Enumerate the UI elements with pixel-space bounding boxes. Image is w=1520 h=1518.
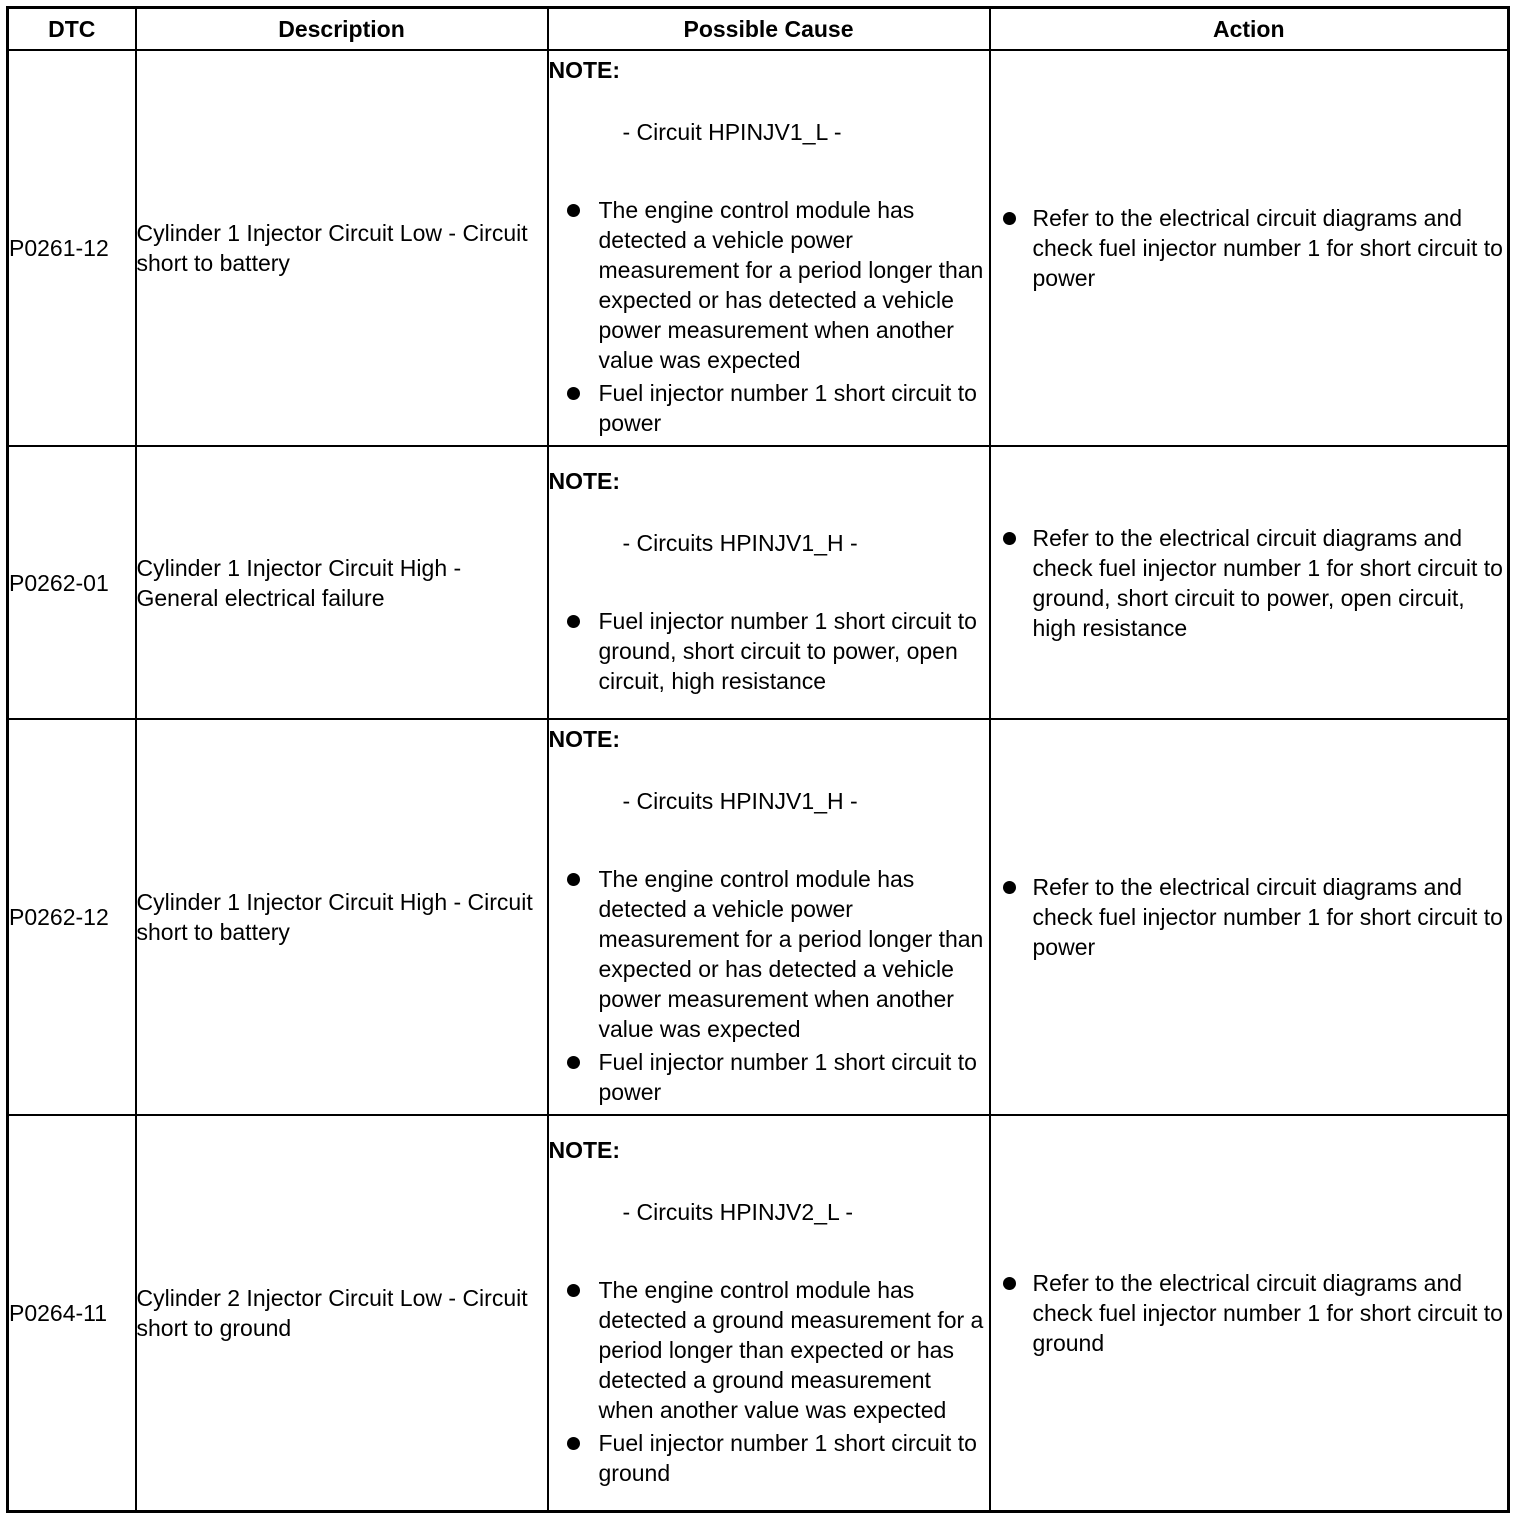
table-row [8,1115,1509,1511]
dtc-code: P0264-11 [8,1115,136,1511]
dtc-code: P0262-12 [8,719,136,1115]
table-row [8,50,1509,446]
bullet-icon [567,1056,580,1069]
cause-text: Fuel injector number 1 short circuit to power [598,1049,977,1105]
possible-cause-cell [548,1115,990,1511]
cause-item [549,1047,989,1107]
dtc-table [6,6,1510,1513]
cause-text: Fuel injector number 1 short circuit to ground, short circuit to power, open circuit, high resistance [598,608,977,694]
cause-text: Fuel injector number 1 short circuit to power [598,380,977,436]
cause-list [549,1275,989,1488]
cause-item [549,195,989,375]
dtc-description: Cylinder 1 Injector Circuit High - General electrical failure [136,446,548,719]
note-label: NOTE: [548,57,621,83]
dtc-code: P0261-12 [8,50,136,446]
possible-cause-cell [548,50,990,446]
action-text: Refer to the electrical circuit diagrams and check fuel injector number 1 for short circuit to ground [1032,1269,1503,1356]
cause-list [549,864,989,1107]
dtc-code: P0262-01 [8,446,136,719]
possible-cause-cell [548,719,990,1115]
bullet-icon [567,204,580,217]
cause-item [549,864,989,1044]
header-action: Action [990,8,1509,51]
table-row [8,719,1509,1115]
bullet-icon [567,1437,580,1450]
cause-item [549,606,989,696]
bullet-icon [567,615,580,628]
cause-item [549,378,989,438]
cause-item [549,1428,989,1488]
circuit-note: - Circuit HPINJV1_L - [622,119,842,145]
bullet-icon [1003,881,1016,894]
cause-text: The engine control module has detected a vehicle power measurement for a period longer than expected or has detected a vehicle power measurement when another value was expected [598,197,984,373]
table-row [8,446,1509,719]
action-item [991,1268,1508,1358]
action-item [991,523,1508,643]
bullet-icon [1003,532,1016,545]
header-description: Description [136,8,548,51]
action-cell [990,50,1509,446]
action-item [991,203,1508,293]
bullet-icon [567,387,580,400]
header-row [8,8,1509,51]
action-text: Refer to the electrical circuit diagrams and check fuel injector number 1 for short circuit to power [1032,874,1503,960]
bullet-icon [567,1284,580,1297]
bullet-icon [1003,1277,1016,1290]
action-cell [990,719,1509,1115]
cause-item [549,1275,989,1425]
circuit-note: - Circuits HPINJV2_L - [622,1198,853,1225]
header-possible-cause: Possible Cause [548,8,990,51]
cause-text: Fuel injector number 1 short circuit to ground [598,1429,977,1486]
dtc-description: Cylinder 2 Injector Circuit Low - Circuit short to ground [136,1115,548,1511]
possible-cause-cell [548,446,990,719]
action-cell [990,446,1509,719]
bullet-icon [567,873,580,886]
cause-text: The engine control module has detected a ground measurement for a period longer than expected or has detected a ground measurement when another value was expected [598,1276,984,1423]
action-cell [990,1115,1509,1511]
dtc-description: Cylinder 1 Injector Circuit Low - Circuit short to battery [136,50,548,446]
cause-text: The engine control module has detected a vehicle power measurement for a period longer than expected or has detected a vehicle power measurement when another value was expected [598,866,984,1042]
action-text: Refer to the electrical circuit diagrams and check fuel injector number 1 for short circuit to power [1032,205,1503,291]
header-dtc: DTC [8,8,136,51]
circuit-note: - Circuits HPINJV1_H - [622,788,858,814]
cause-list [549,606,989,696]
note-label: NOTE: [548,1136,621,1163]
circuit-note: - Circuits HPINJV1_H - [622,530,858,556]
action-text: Refer to the electrical circuit diagrams and check fuel injector number 1 for short circuit to ground, short circuit to power, open circuit, high resistance [1032,524,1503,641]
dtc-description: Cylinder 1 Injector Circuit High - Circuit short to battery [136,719,548,1115]
bullet-icon [1003,212,1016,225]
note-label: NOTE: [548,726,621,752]
cause-list [549,195,989,438]
action-item [991,872,1508,962]
note-label: NOTE: [548,468,621,494]
